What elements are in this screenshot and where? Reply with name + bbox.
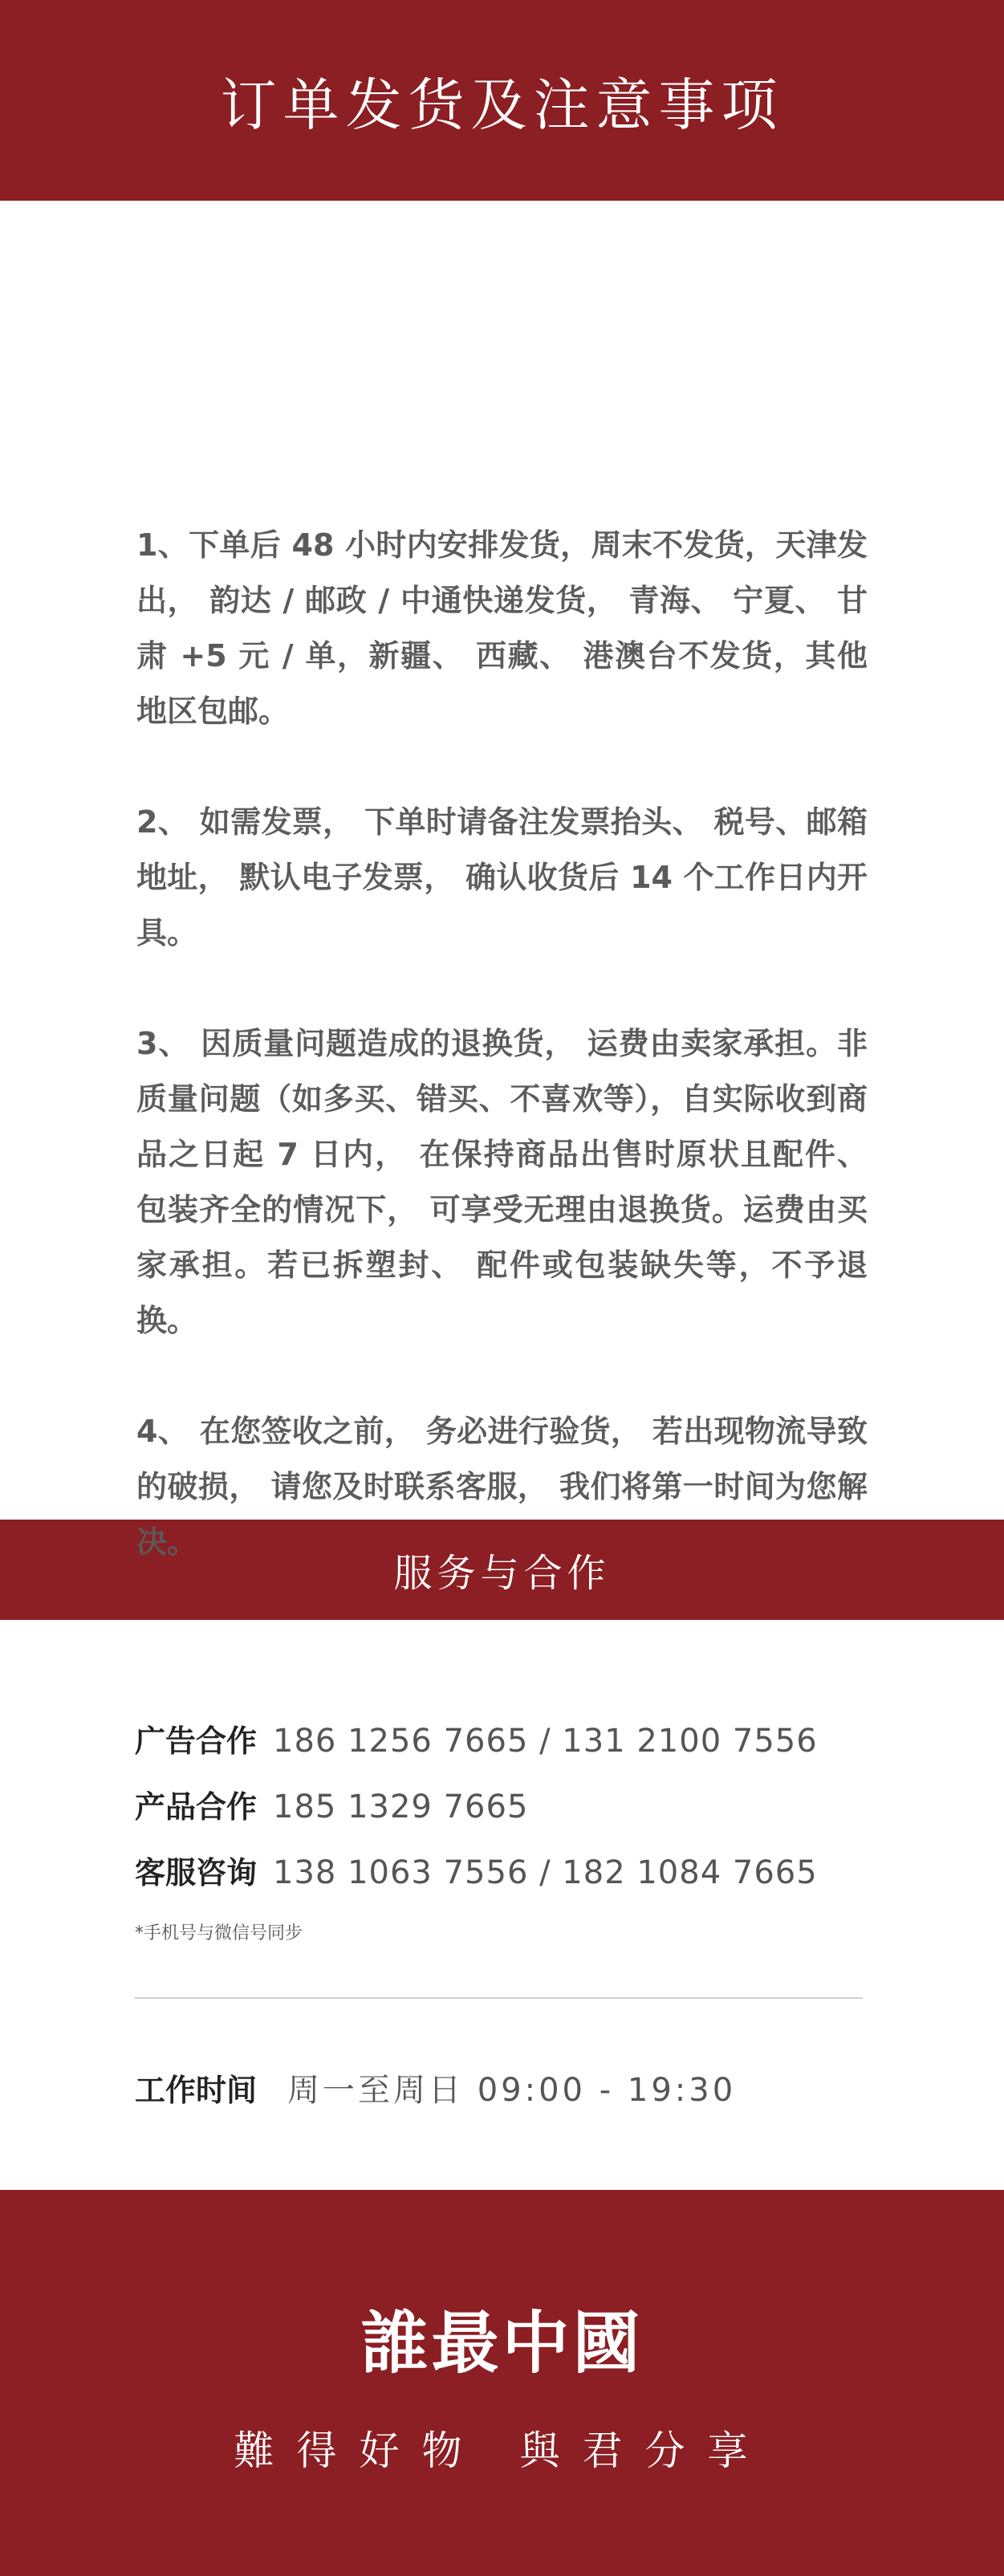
contact-row-advertising bbox=[135, 1716, 818, 1760]
footer-banner bbox=[0, 2190, 1004, 2576]
contact-phone: 185 1329 7665 bbox=[273, 1789, 529, 1825]
working-hours-label: 工作时间 bbox=[135, 2073, 258, 2108]
contact-section bbox=[0, 1620, 1004, 2190]
contact-label: 产品合作 bbox=[135, 1789, 258, 1825]
working-hours-value: 周一至周日 09:00 - 19:30 bbox=[287, 2072, 737, 2109]
header-banner bbox=[0, 0, 1004, 201]
working-hours bbox=[135, 2065, 736, 2110]
brand-slogan: 難得好物 與君分享 bbox=[234, 2427, 770, 2474]
contact-row-customer-service bbox=[135, 1848, 818, 1892]
notice-item-inspection: 4、 在您签收之前， 务必进行验货， 若出现物流导致的破损， 请您及时联系客服， 我们将第一时间为您解决。 bbox=[136, 1414, 868, 1560]
brand-logo: 誰最中國 bbox=[360, 2303, 644, 2383]
contact-label: 广告合作 bbox=[135, 1723, 258, 1759]
contact-phone: 138 1063 7556 / 182 1084 7665 bbox=[273, 1854, 818, 1891]
notice-section bbox=[0, 201, 1004, 1560]
contact-label: 客服咨询 bbox=[135, 1855, 258, 1890]
divider bbox=[135, 1997, 863, 1999]
notice-item-invoice: 2、 如需发票， 下单时请备注发票抬头、 税号、邮箱地址， 默认电子发票， 确认收货后 14 个工作日内开具。 bbox=[136, 804, 868, 950]
contact-row-product bbox=[135, 1782, 528, 1826]
notice-item-shipping: 1、下单后 48 小时内安排发货，周末不发货，天津发出， 韵达 / 邮政 / 中通快递发货， 青海、 宁夏、 甘肃 +5 元 / 单，新疆、 西藏、 港澳台不发货，其他地区包邮。 bbox=[136, 527, 868, 729]
service-title: 服务与合作 bbox=[393, 1551, 611, 1596]
contact-note: *手机号与微信号同步 bbox=[135, 1923, 303, 1943]
contact-phone: 186 1256 7665 / 131 2100 7556 bbox=[273, 1723, 818, 1760]
notice-item-returns: 3、 因质量问题造成的退换货， 运费由卖家承担。非质量问题（如多买、错买、不喜欢等），自实际收到商品之日起 7 日内， 在保持商品出售时原状且配件、 包装齐全的情况下， 可享受无理由退换货。运费由买家承担。若已拆塑封、 配件或包装缺失等，不予退换。 bbox=[136, 1026, 868, 1338]
page-title: 订单发货及注意事项 bbox=[220, 71, 784, 138]
